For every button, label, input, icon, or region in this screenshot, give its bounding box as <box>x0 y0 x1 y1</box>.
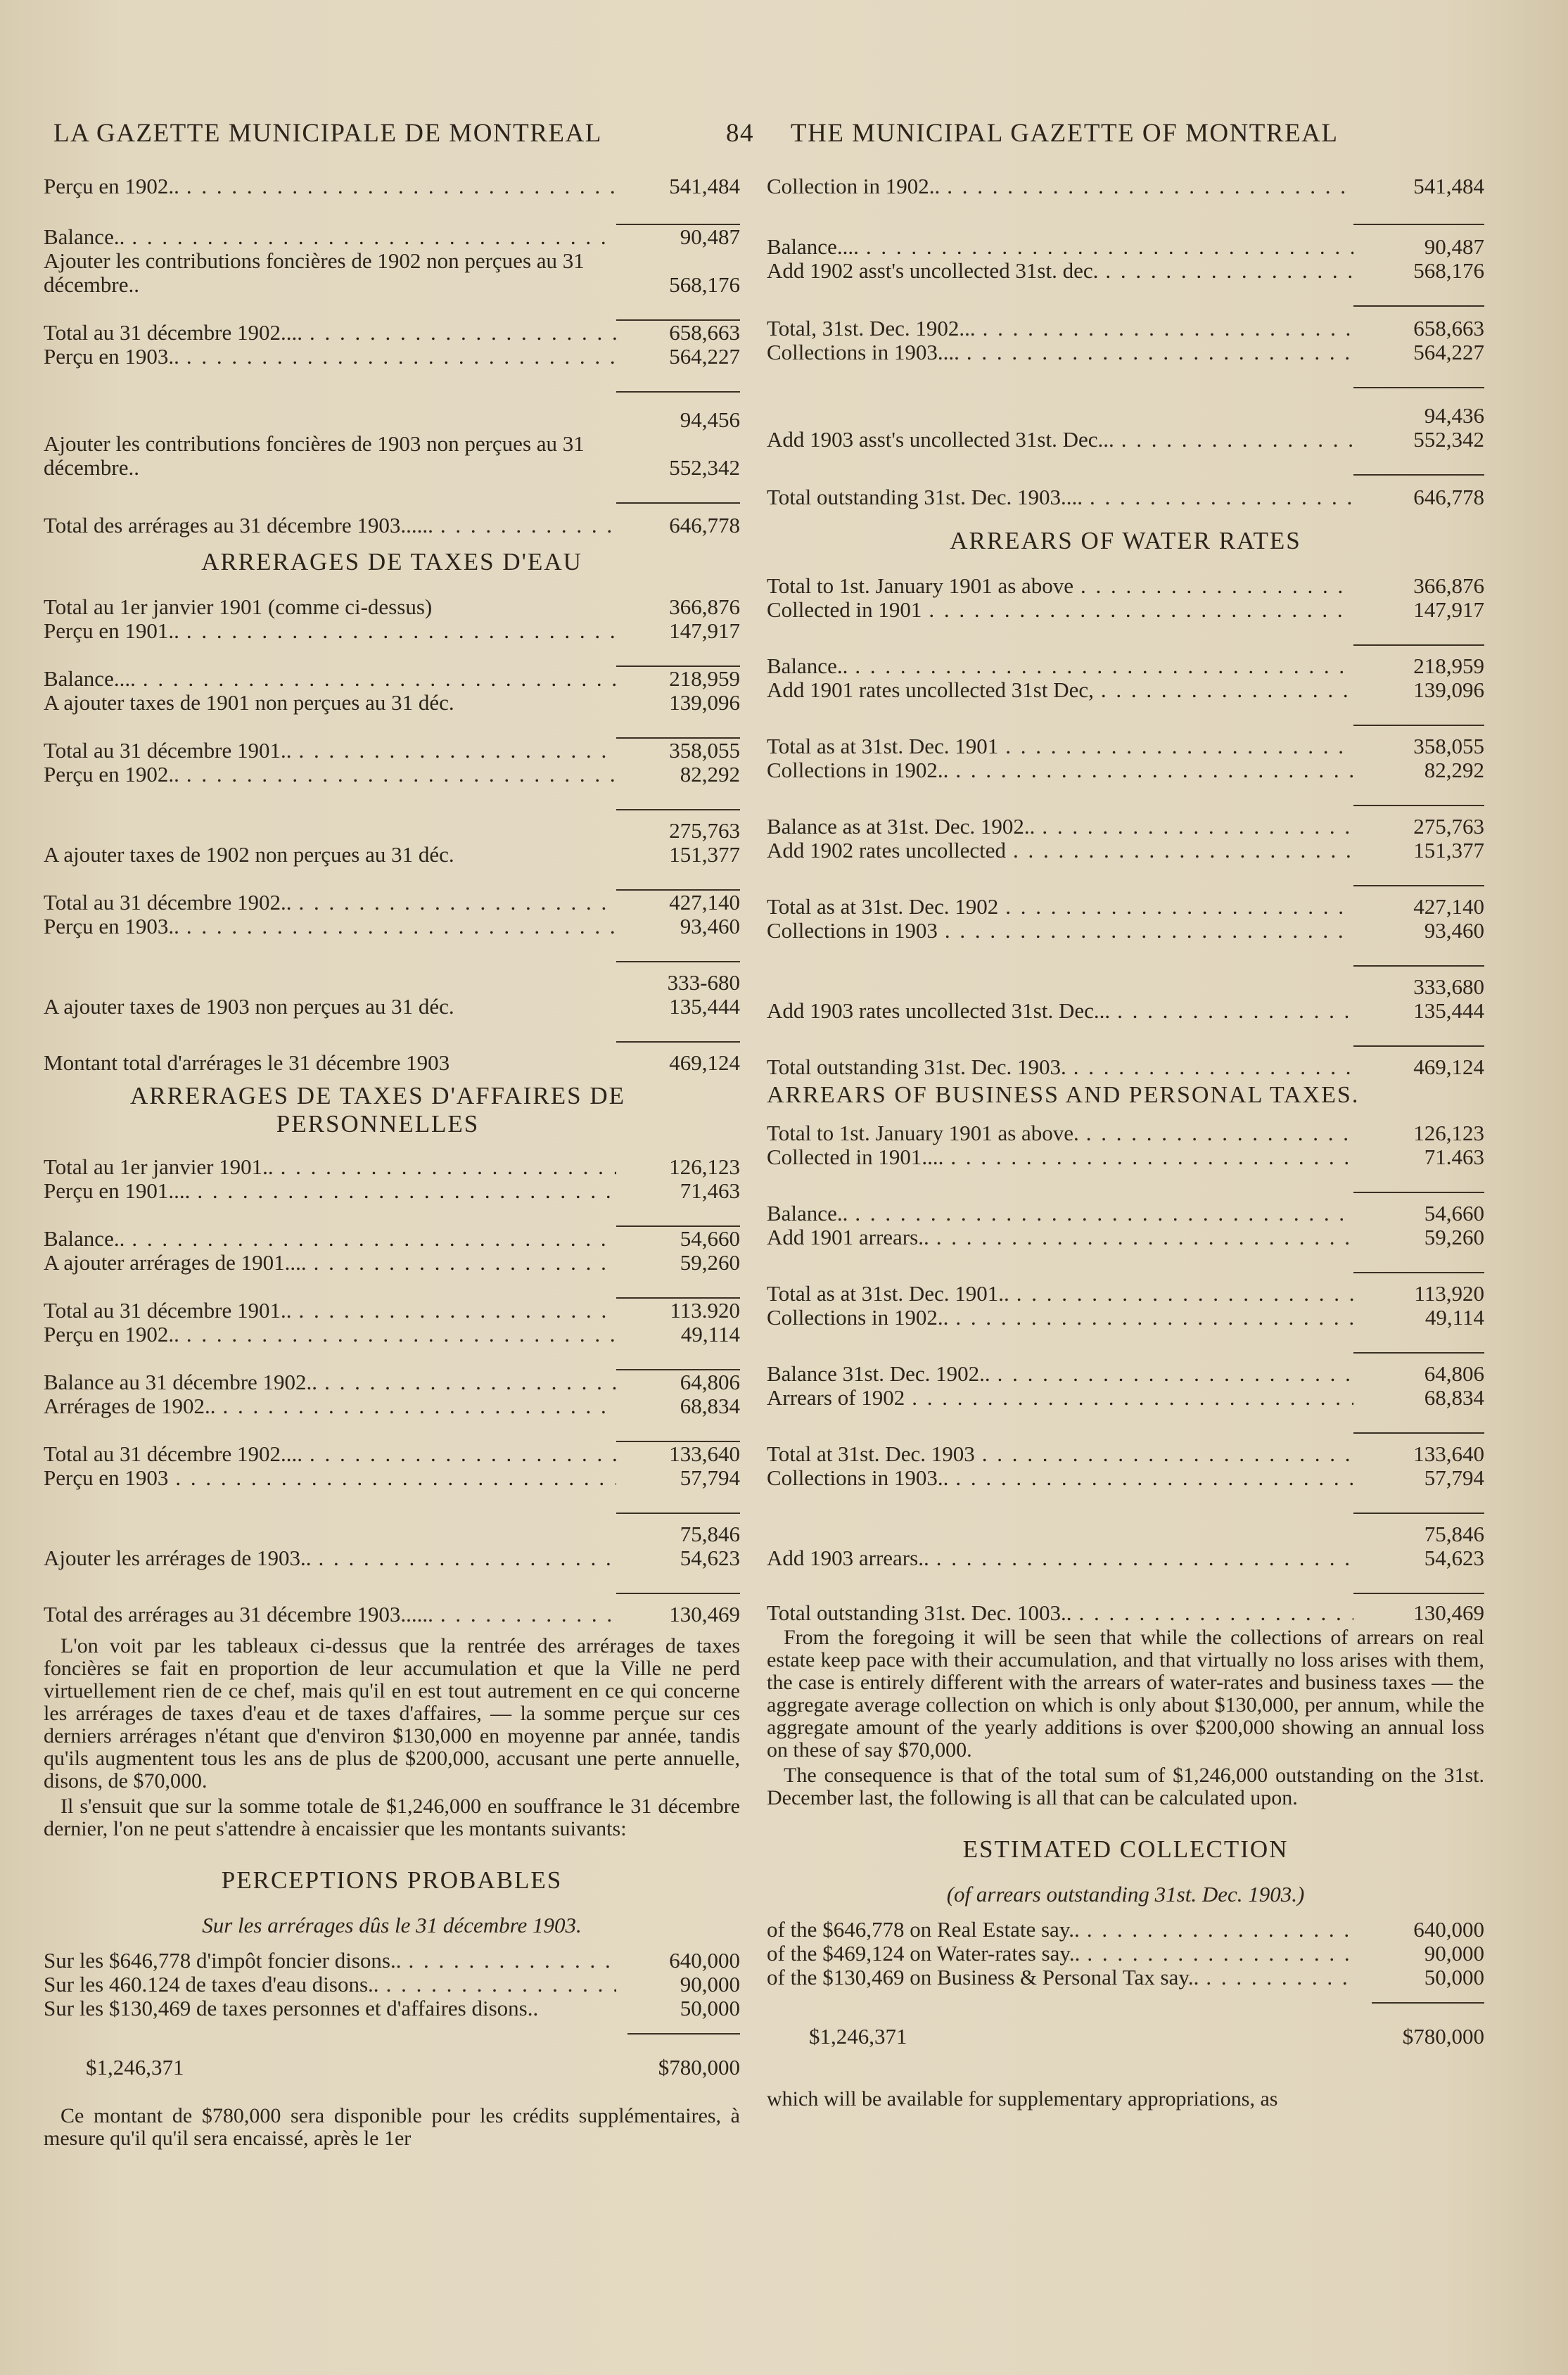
ledger-row <box>44 1546 740 1570</box>
ledger-row <box>767 758 1484 782</box>
ledger-amount: 333-680 <box>616 961 740 995</box>
ledger-amount: 133,640 <box>616 1441 740 1466</box>
ledger-row <box>767 474 1484 509</box>
ledger-amount: 151,377 <box>1413 838 1484 862</box>
ledger-amount: 49,114 <box>680 1322 740 1346</box>
ledger-amount: 82,292 <box>680 762 740 787</box>
ledger-label: Collected in 1901 . . . <box>767 598 1353 622</box>
ledger-row <box>767 1432 1484 1466</box>
ledger-amount: 218,959 <box>1353 644 1484 678</box>
commentary-paragraph: which will be available for supplementary appropriations, as <box>767 2087 1278 2110</box>
ledger-amount: 640,000 <box>669 1948 740 1973</box>
ledger-label: Sur les $646,778 d'impôt foncier disons.. . . . <box>44 1949 616 1973</box>
ledger-row <box>44 1179 740 1203</box>
ledger-amount: 126,123 <box>669 1154 740 1179</box>
ledger-label: Total at 31st. Dec. 1903 . . . <box>767 1442 1353 1466</box>
ledger-row <box>767 1225 1484 1249</box>
ledger-label: Balance au 31 décembre 1902.. . . . <box>44 1370 616 1394</box>
ledger-label: Perçu en 1902.. . . . <box>44 763 616 787</box>
ledger-row <box>767 965 1484 999</box>
ledger-label: Sur les $130,469 de taxes personnes et d'affaires disons.. <box>44 1997 539 2020</box>
ledger-label: Collected in 1901.... . . . <box>767 1145 1353 1169</box>
ledger-row <box>767 1942 1484 1966</box>
totals-row <box>44 2056 740 2080</box>
commentary-paragraph: L'on voit par les tableaux ci-dessus que la rentrée des arrérages de taxes foncières se fait en proportion de leur accumulation et que la Ville ne perd virtuellement rien de ce chef, mais qu'il en est tout autrement en ce qui concerne les arrérages de taxes d'eau et de taxes d'affaires, — la somme perçue sur ces derniers arrérages n'étant que d'environ $130,000 en moyenne par année, tandis qu'ils augmentent tous les ans de plus de $200,000, accusant une perte annuelle, disons, de $70,000. <box>44 1634 740 1793</box>
divider <box>1372 2002 1484 2004</box>
ledger-row <box>767 1918 1484 1942</box>
ledger-label: Total outstanding 31st. Dec. 1903. . . . <box>767 1055 1353 1079</box>
ledger-row <box>767 805 1484 839</box>
ledger-row <box>44 737 740 763</box>
commentary-paragraph: The consequence is that of the total sum of $1,246,000 outstanding on the 31st. December last, the following is all that can be calculated upon. <box>767 1764 1484 1809</box>
ledger-label: Sur les 460.124 de taxes d'eau disons.. . . . <box>44 1973 616 1997</box>
ledger-label: Ajouter les arrérages de 1903.. . . . <box>44 1546 616 1570</box>
ledger-label: Perçu en 1903.. . . . <box>44 915 616 938</box>
ledger-row <box>767 1145 1484 1169</box>
section-heading: ARRERAGES DE TAXES D'EAU <box>201 548 582 575</box>
ledger-amount: 94,436 <box>1353 387 1484 428</box>
ledger-row <box>767 340 1484 364</box>
total-outstanding: $1,246,371 <box>86 2055 184 2080</box>
ledger-row <box>44 1973 740 1997</box>
ledger-label: Balance.. . . . <box>44 1227 616 1251</box>
ledger-label: Balance.... . . . <box>44 667 616 691</box>
ledger-amount: 49,114 <box>1424 1305 1484 1330</box>
ledger-label: Collections in 1903 . . . <box>767 919 1353 943</box>
section-heading: ESTIMATED COLLECTION <box>962 1835 1289 1863</box>
ledger-row <box>767 1466 1484 1490</box>
ledger-row <box>44 995 740 1019</box>
ledger-amount: 93,460 <box>680 914 740 938</box>
ledger-amount: 552,342 <box>1413 427 1484 452</box>
ledger-row <box>44 1466 740 1490</box>
ledger-amount: 90,487 <box>1353 224 1484 259</box>
ledger-label: Add 1902 asst's uncollected 31st. dec. . . . <box>767 259 1353 283</box>
ledger-row <box>44 843 740 867</box>
ledger-label: Balance.. . . . <box>767 1202 1353 1225</box>
ledger-label: Montant total d'arrérages le 31 décembre 1903 <box>44 1051 450 1075</box>
ledger-label: Total as at 31st. Dec. 1901.. . . . <box>767 1282 1353 1306</box>
ledger-amount: 71.463 <box>1424 1145 1484 1169</box>
ledger-label: of the $469,124 on Water-rates say.. . . . <box>767 1942 1353 1966</box>
ledger-label: A ajouter taxes de 1901 non perçues au 31 déc. <box>44 691 454 715</box>
ledger-amount: 427,140 <box>616 889 740 915</box>
ledger-label: Perçu en 1903 . . . <box>44 1466 616 1490</box>
ledger-amount: 427,140 <box>1353 885 1484 919</box>
ledger-label: Total au 31 décembre 1902.... . . . <box>44 1442 616 1466</box>
ledger-row <box>44 1251 740 1275</box>
ledger-label: Add 1903 rates uncollected 31st. Dec... . . . <box>767 999 1353 1023</box>
ledger-amount: 333,680 <box>1353 965 1484 999</box>
ledger-amount: 135,444 <box>669 994 740 1019</box>
ledger-amount: 658,663 <box>1353 305 1484 340</box>
ledger-label: Total, 31st. Dec. 1902... . . . <box>767 317 1353 340</box>
ledger-label: Total to 1st. January 1901 as above. . . . <box>767 1121 1353 1145</box>
ledger-label: Balance as at 31st. Dec. 1902.. . . . <box>767 815 1353 839</box>
section-heading: ARREARS OF WATER RATES <box>950 527 1301 554</box>
ledger-amount: 275,763 <box>616 809 740 843</box>
ledger-amount: 68,834 <box>1424 1385 1484 1410</box>
ledger-label: Ajouter les contributions foncières de 1903 non perçues au 31 décembre.. <box>44 432 585 480</box>
ledger-row <box>767 644 1484 678</box>
ledger-row <box>44 961 740 995</box>
ledger-amount: 646,778 <box>1353 474 1484 509</box>
ledger-row <box>767 598 1484 622</box>
ledger-row <box>44 809 740 843</box>
ledger-row <box>767 678 1484 702</box>
ledger-amount: 94,456 <box>616 391 740 432</box>
divider <box>627 2033 740 2035</box>
section-subheading: (of arrears outstanding 31st. Dec. 1903.) <box>946 1882 1305 1906</box>
page-number: 84 <box>726 119 754 148</box>
ledger-amount: 113,920 <box>1353 1272 1484 1306</box>
ledger-amount: 640,000 <box>1413 1917 1484 1942</box>
section-heading: ARREARS OF BUSINESS AND PERSONAL TAXES. <box>767 1082 1360 1108</box>
ledger-amount: 90,000 <box>680 1972 740 1997</box>
ledger-amount: 139,096 <box>1413 677 1484 702</box>
ledger-label: Total as at 31st. Dec. 1901 . . . <box>767 734 1353 758</box>
ledger-row <box>44 345 740 369</box>
ledger-amount: 59,260 <box>1424 1225 1484 1249</box>
ledger-label: of the $130,469 on Business & Personal Tax say.. . . . <box>767 1966 1353 1989</box>
ledger-row <box>767 428 1484 452</box>
ledger-row <box>767 1192 1484 1225</box>
commentary-paragraph: Ce montant de $780,000 sera disponible pour les crédits supplémentaires, à mesure qu'il qu'il sera encaissé, après le 1er <box>44 2104 740 2150</box>
ledger-label: Total au 1er janvier 1901 (comme ci-dessus) <box>44 595 433 619</box>
french-title: LA GAZETTE MUNICIPALE DE MONTREAL <box>53 119 602 148</box>
ledger-row <box>767 574 1484 598</box>
ledger-row <box>767 725 1484 758</box>
ledger-row <box>44 1441 740 1466</box>
ledger-row <box>44 1593 740 1626</box>
ledger-amount: 71,463 <box>680 1178 740 1203</box>
ledger-amount: 358,055 <box>616 737 740 763</box>
ledger-amount: 552,342 <box>669 455 740 480</box>
ledger-row <box>44 1949 740 1973</box>
ledger-row <box>44 1323 740 1346</box>
ledger-amount: 90,000 <box>1424 1941 1484 1966</box>
ledger-label: Add 1902 rates uncollected . . . <box>767 839 1353 862</box>
ledger-row <box>767 1546 1484 1570</box>
ledger-amount: 541,484 <box>1413 174 1484 198</box>
ledger-label: Total to 1st. January 1901 as above . . . <box>767 574 1353 598</box>
french-column <box>44 174 740 2153</box>
ledger-row <box>767 224 1484 259</box>
ledger-label: A ajouter taxes de 1902 non perçues au 31 déc. <box>44 843 454 867</box>
ledger-amount: 50,000 <box>1424 1965 1484 1989</box>
ledger-amount: 218,959 <box>616 666 740 691</box>
ledger-row <box>44 691 740 715</box>
ledger-row <box>44 595 740 619</box>
ledger-label: Add 1903 asst's uncollected 31st. Dec... . . . <box>767 428 1353 452</box>
ledger-row <box>44 432 740 480</box>
ledger-amount: 130,469 <box>1353 1593 1484 1625</box>
english-column <box>767 174 1484 2113</box>
ledger-label: Collections in 1902.. . . . <box>767 1306 1353 1330</box>
section-subheading: Sur les arrérages dûs le 31 décembre 1903. <box>202 1913 582 1937</box>
commentary-paragraph: From the foregoing it will be seen that while the collections of arrears on real estate keep pace with their accumulation, and that virtually no loss arises with them, the case is entirely different with the arrears of water-rates and business taxes — the aggregate average collection on which is only about $130,000, per annum, while the aggregate amount of the yearly additions is over $200,000 showing an annual loss on these of say $70,000. <box>767 1626 1484 1762</box>
ledger-row <box>767 999 1484 1023</box>
ledger-label: Perçu en 1902.. . . . <box>44 1323 616 1346</box>
ledger-amount: 130,469 <box>616 1593 740 1626</box>
ledger-label: Total des arrérages au 31 décembre 1903...... . . . <box>44 1603 616 1626</box>
ledger-label: A ajouter arrérages de 1901.... . . . <box>44 1251 616 1275</box>
ledger-label: Balance 31st. Dec. 1902.. . . . <box>767 1362 1353 1386</box>
ledger-label: A ajouter taxes de 1903 non perçues au 31 déc. <box>44 995 454 1019</box>
ledger-amount: 75,846 <box>1353 1513 1484 1546</box>
ledger-row <box>44 319 740 345</box>
ledger-amount: 358,055 <box>1353 725 1484 758</box>
ledger-amount: 133,640 <box>1353 1432 1484 1466</box>
ledger-label: Add 1903 arrears.. . . . <box>767 1546 1353 1570</box>
ledger-amount: 147,917 <box>1413 597 1484 622</box>
ledger-amount: 93,460 <box>1424 918 1484 943</box>
ledger-amount: 64,806 <box>1353 1352 1484 1386</box>
ledger-amount: 658,663 <box>616 319 740 345</box>
ledger-label: Total au 1er janvier 1901.. . . . <box>44 1155 616 1179</box>
ledger-label: Balance.. . . . <box>44 225 616 249</box>
ledger-amount: 366,876 <box>1413 573 1484 598</box>
ledger-label: Collections in 1903.. . . . <box>767 1466 1353 1490</box>
totals-row <box>767 2025 1484 2049</box>
ledger-label: Total outstanding 31st. Dec. 1003.. . . . <box>767 1601 1353 1625</box>
commentary-paragraph: Il s'ensuit que sur la somme totale de $1,246,000 en souffrance le 31 décembre dernier, l'on ne peut s'attendre à encaissier que les montants suivants: <box>44 1795 740 1840</box>
ledger-amount: 54,623 <box>680 1546 740 1570</box>
ledger-row <box>767 1352 1484 1386</box>
ledger-amount: 68,834 <box>680 1394 740 1418</box>
ledger-label: Total as at 31st. Dec. 1902 . . . <box>767 895 1353 919</box>
page-header <box>0 118 1568 158</box>
ledger-amount: 50,000 <box>680 1996 740 2020</box>
ledger-row <box>44 915 740 938</box>
ledger-row <box>767 1966 1484 1989</box>
ledger-row <box>44 391 740 432</box>
ledger-row <box>767 1045 1484 1079</box>
english-title: THE MUNICIPAL GAZETTE OF MONTREAL <box>791 119 1339 148</box>
ledger-label: Collections in 1902.. . . . <box>767 758 1353 782</box>
ledger-amount: 135,444 <box>1413 998 1484 1023</box>
ledger-label: Total au 31 décembre 1902.. . . . <box>44 891 616 915</box>
ledger-label: Ajouter les contributions foncières de 1902 non perçues au 31 décembre.. <box>44 249 585 297</box>
ledger-label: Perçu en 1901.. . . . <box>44 619 616 643</box>
ledger-amount: 275,763 <box>1353 805 1484 839</box>
total-estimated: $780,000 <box>658 2055 740 2080</box>
ledger-amount: 151,377 <box>669 842 740 867</box>
ledger-row <box>44 1297 740 1323</box>
ledger-amount: 568,176 <box>1413 258 1484 283</box>
ledger-row <box>767 174 1484 198</box>
ledger-amount: 90,487 <box>616 224 740 249</box>
ledger-amount: 366,876 <box>669 594 740 619</box>
ledger-label: Perçu en 1901.... . . . <box>44 1179 616 1203</box>
ledger-row <box>44 889 740 915</box>
ledger-amount: 564,227 <box>1413 340 1484 364</box>
ledger-label: of the $646,778 on Real Estate say.. . . . <box>767 1918 1353 1942</box>
ledger-row <box>44 666 740 691</box>
ledger-amount: 57,794 <box>1424 1465 1484 1490</box>
ledger-amount: 126,123 <box>1413 1121 1484 1145</box>
ledger-label: Balance.. . . . <box>767 654 1353 678</box>
ledger-row <box>44 763 740 787</box>
ledger-amount: 646,778 <box>616 502 740 537</box>
ledger-amount: 113.920 <box>616 1297 740 1323</box>
ledger-row <box>44 1513 740 1546</box>
ledger-row <box>767 1513 1484 1546</box>
ledger-row <box>44 1369 740 1394</box>
ledger-amount: 57,794 <box>680 1465 740 1490</box>
ledger-label: Add 1901 arrears.. . . . <box>767 1225 1353 1249</box>
ledger-amount: 139,096 <box>669 690 740 715</box>
ledger-row <box>44 224 740 249</box>
ledger-row <box>767 839 1484 862</box>
ledger-row <box>767 885 1484 919</box>
ledger-label: Total au 31 décembre 1901.. . . . <box>44 1299 616 1323</box>
ledger-amount: 64,806 <box>616 1369 740 1394</box>
ledger-label: Perçu en 1903.. . . . <box>44 345 616 369</box>
ledger-amount: 54,660 <box>1353 1192 1484 1225</box>
ledger-label: Total au 31 décembre 1902.... . . . <box>44 321 616 345</box>
ledger-amount: 75,846 <box>616 1513 740 1546</box>
ledger-label: Total outstanding 31st. Dec. 1903.... . . . <box>767 485 1353 509</box>
ledger-amount: 469,124 <box>616 1041 740 1075</box>
ledger-row <box>44 249 740 297</box>
ledger-amount: 568,176 <box>669 272 740 297</box>
ledger-row <box>44 502 740 537</box>
ledger-amount: 469,124 <box>1353 1045 1484 1079</box>
ledger-row <box>767 919 1484 943</box>
ledger-row <box>767 1386 1484 1410</box>
total-outstanding: $1,246,371 <box>809 2024 907 2049</box>
ledger-amount: 147,917 <box>669 618 740 643</box>
ledger-label: Total au 31 décembre 1901.. . . . <box>44 739 616 763</box>
ledger-label: Arrérages de 1902.. . . . <box>44 1394 616 1418</box>
ledger-amount: 541,484 <box>669 174 740 198</box>
ledger-label: Balance.... . . . <box>767 235 1353 259</box>
ledger-row <box>767 1593 1484 1625</box>
ledger-amount: 82,292 <box>1424 758 1484 782</box>
ledger-row <box>767 1272 1484 1306</box>
ledger-row <box>44 1155 740 1179</box>
ledger-row <box>767 259 1484 283</box>
ledger-label: Perçu en 1902.. . . . <box>44 174 616 198</box>
ledger-label: Add 1901 rates uncollected 31st Dec, . . . <box>767 678 1353 702</box>
ledger-amount: 54,623 <box>1424 1546 1484 1570</box>
total-estimated: $780,000 <box>1402 2024 1484 2049</box>
ledger-row <box>44 619 740 643</box>
ledger-row <box>767 305 1484 340</box>
ledger-label: Collections in 1903.... . . . <box>767 340 1353 364</box>
ledger-row <box>44 1041 740 1075</box>
section-heading: PERCEPTIONS PROBABLES <box>221 1866 563 1894</box>
ledger-label: Total des arrérages au 31 décembre 1903...... . . . <box>44 514 616 537</box>
ledger-row <box>44 1997 740 2020</box>
ledger-row <box>767 1306 1484 1330</box>
ledger-label: Collection in 1902.. . . . <box>767 174 1353 198</box>
ledger-row <box>44 1394 740 1418</box>
ledger-amount: 54,660 <box>616 1225 740 1251</box>
ledger-amount: 59,260 <box>680 1250 740 1275</box>
section-heading: ARRERAGES DE TAXES D'AFFAIRES DE PERSONNELLES <box>129 1082 626 1138</box>
ledger-amount: 564,227 <box>669 344 740 369</box>
ledger-row <box>44 1225 740 1251</box>
ledger-row <box>767 1121 1484 1145</box>
ledger-row <box>44 174 740 198</box>
ledger-label: Arrears of 1902 . . . <box>767 1386 1353 1410</box>
ledger-row <box>767 387 1484 428</box>
